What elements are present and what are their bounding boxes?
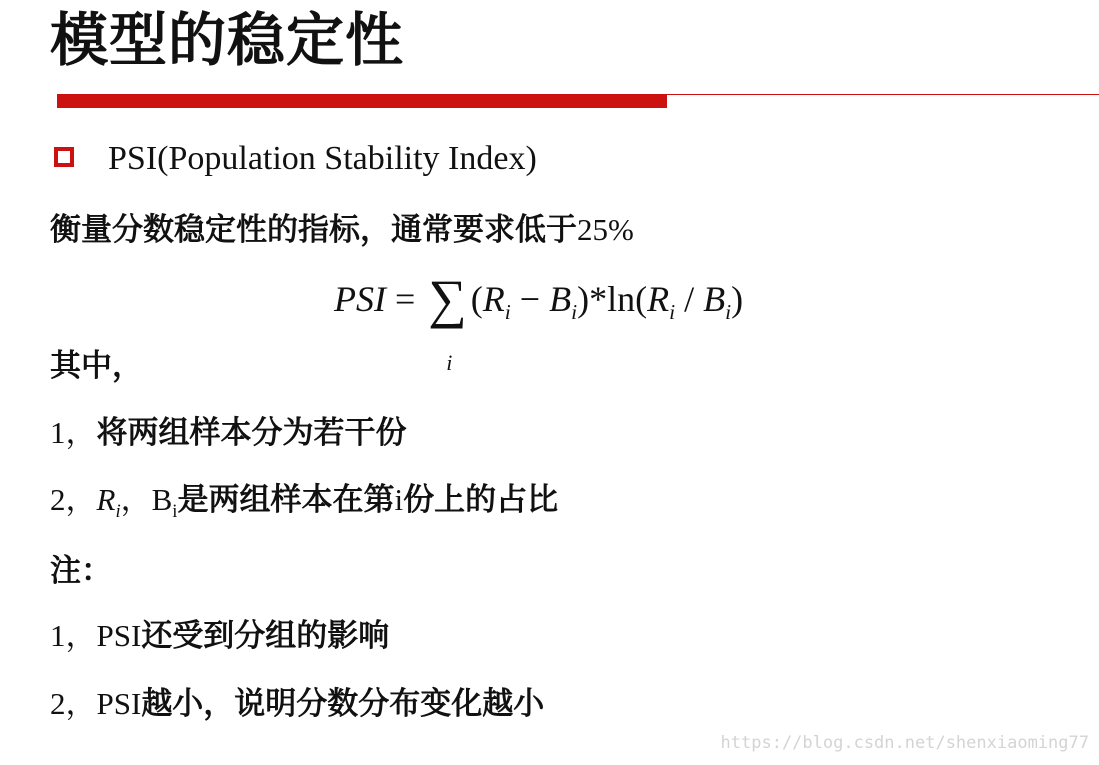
sigma-symbol	[428, 269, 467, 375]
formula-minus: −	[519, 279, 541, 319]
formula-b-sub: i	[571, 300, 578, 325]
note-label: 注：	[50, 553, 112, 589]
list-item-1-text: 将两组样本分为若干份	[96, 415, 407, 451]
formula-ln-r-sub: i	[669, 300, 676, 325]
note-item-2-psi: PSI	[96, 686, 142, 721]
note-item-2-text: 越小，说明分数分布变化越小	[141, 686, 545, 722]
where-label: 其中，	[50, 348, 143, 384]
psi-formula	[334, 269, 744, 375]
formula-ln: ln(	[607, 279, 648, 319]
formula-r-sub: i	[504, 300, 511, 325]
threshold-value: 25%	[577, 212, 634, 247]
formula-open-paren: (	[470, 279, 483, 319]
list-item-2-r-sub: i	[115, 501, 121, 523]
note-item-2-number: 2，	[50, 686, 97, 721]
formula-b: B	[549, 279, 572, 319]
formula-lhs: PSI	[334, 279, 386, 319]
note-item-1	[50, 614, 389, 658]
list-item-2-b-sub: i	[172, 501, 178, 523]
description-line	[50, 208, 634, 252]
list-item-1-number: 1，	[50, 415, 97, 450]
formula-ln-b-sub: i	[725, 300, 732, 325]
list-item-2-number: 2，	[50, 482, 97, 517]
list-item-2-comma: ，	[120, 482, 152, 517]
formula-r: R	[482, 279, 505, 319]
list-item-2-i: i	[394, 482, 404, 517]
formula-equals: =	[394, 279, 416, 319]
sigma-glyph: ∑	[428, 269, 467, 329]
formula-ln-close: )	[731, 279, 744, 319]
formula-div: /	[684, 279, 695, 319]
formula-ln-b: B	[703, 279, 726, 319]
note-item-1-text: 还受到分组的影响	[141, 618, 390, 654]
note-item-1-psi: PSI	[96, 618, 142, 653]
formula-close-paren: )	[577, 279, 590, 319]
list-item-1	[50, 411, 407, 455]
list-item-2-text-2: 份上的占比	[403, 482, 559, 518]
section-heading: PSI(Population Stability Index)	[108, 140, 537, 177]
list-item-2-text-1: 是两组样本在第	[177, 482, 395, 518]
formula-mult: *	[589, 279, 608, 319]
title-underline-thick	[57, 94, 667, 108]
list-item-2-r: R	[96, 482, 116, 517]
title-underline-thin	[667, 94, 1099, 95]
watermark-url: https://blog.csdn.net/shenxiaoming77	[720, 733, 1089, 753]
formula-ln-r: R	[647, 279, 670, 319]
slide-title: 模型的稳定性	[50, 6, 405, 74]
list-item-2-b: B	[151, 482, 173, 517]
note-item-2	[50, 682, 544, 726]
list-item-2	[50, 478, 558, 534]
description-text: 衡量分数稳定性的指标，通常要求低于	[50, 212, 577, 248]
sigma-index: i	[446, 350, 453, 375]
note-item-1-number: 1，	[50, 618, 97, 653]
square-bullet-icon	[54, 147, 74, 167]
